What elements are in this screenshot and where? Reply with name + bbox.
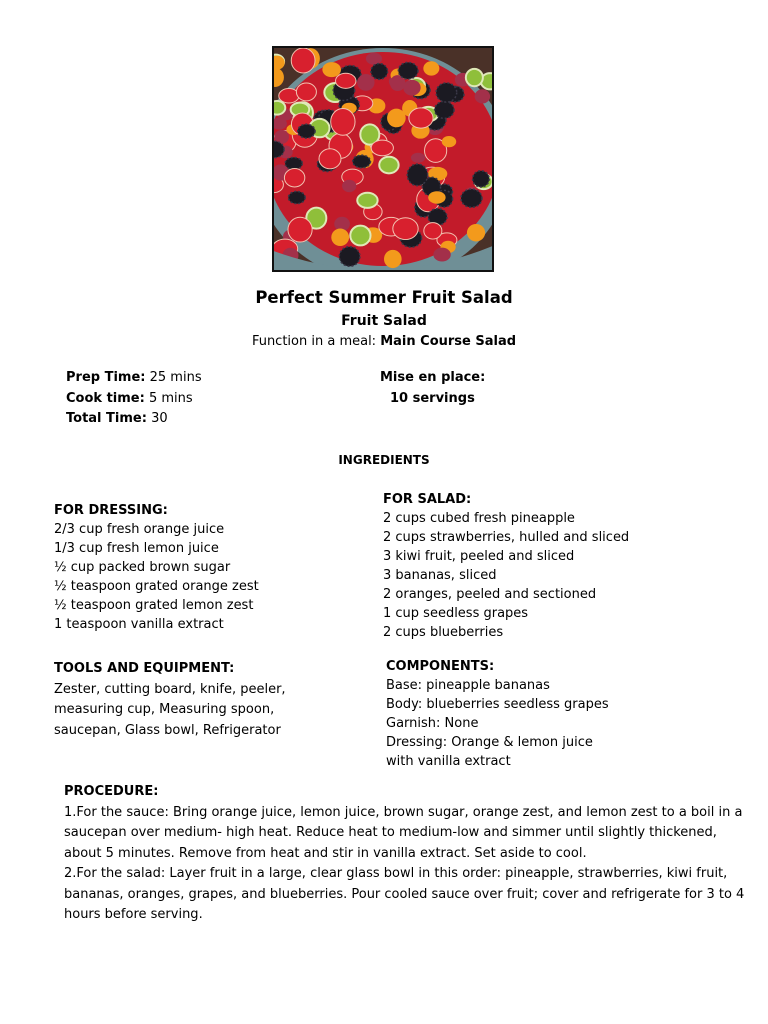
strawberry-shape [424, 223, 442, 239]
salad-item: 1 cup seedless grapes [383, 606, 529, 621]
procedure-line: hours before serving. [64, 907, 203, 922]
procedure-line: saucepan over medium- high heat. Reduce heat to medium-low and simmer until slightly thickened, [64, 825, 717, 840]
grape-shape [403, 80, 420, 96]
fruit-salad-photo [272, 46, 494, 272]
strawberry-shape [296, 83, 316, 101]
orange-shape [384, 250, 402, 268]
strawberry-shape [319, 149, 341, 169]
total-time-value: 30 [151, 411, 168, 426]
components-heading: COMPONENTS: [386, 659, 495, 674]
procedure-line: 1.For the sauce: Bring orange juice, lemon juice, brown sugar, orange zest, and lemon zest to a boil in a [64, 804, 743, 820]
salad-item: 2 cups blueberries [383, 625, 504, 640]
procedure-line: 2.For the salad: Layer fruit in a large, clear glass bowl in this order: pineapple, strawberries, kiwi fruit, [64, 866, 728, 881]
cook-time [66, 389, 202, 410]
blackberry-shape [473, 171, 490, 187]
blackberry-shape [288, 191, 305, 203]
orange-shape [428, 191, 445, 203]
time-info [66, 368, 202, 430]
components-line: Body: blueberries seedless grapes [386, 697, 609, 712]
dressing-heading: FOR DRESSING: [54, 503, 168, 518]
procedure-line: bananas, oranges, grapes, and blueberries. Pour cooled sauce over fruit; cover and refrigerate for 3 to 4 [64, 886, 745, 902]
tools-line: saucepan, Glass bowl, Refrigerator [54, 722, 281, 738]
blackberry-shape [407, 164, 427, 186]
blackberry-shape [461, 189, 482, 207]
recipe-title: Perfect Summer Fruit Salad [255, 288, 513, 307]
salad-heading: FOR SALAD: [383, 492, 472, 507]
total-time-label: Total Time: [66, 411, 147, 426]
components-section [386, 657, 609, 771]
cook-time-label: Cook time: [66, 390, 145, 406]
mise-en-place [380, 368, 485, 409]
total-time [66, 409, 202, 430]
orange-shape [467, 224, 485, 241]
dressing-item: 1 teaspoon vanilla extract [54, 617, 224, 632]
kiwi-shape [466, 69, 483, 86]
procedure-line: about 5 minutes. Remove from heat and stir in vanilla extract. Set aside to cool. [64, 845, 587, 861]
dressing-item: 1/3 cup fresh lemon juice [54, 541, 219, 556]
grape-shape [366, 53, 382, 65]
ingredients-heading: INGREDIENTS [338, 453, 430, 467]
salad-item: 2 cups strawberries, hulled and sliced [383, 530, 630, 545]
salad-section [383, 490, 629, 642]
orange-shape [331, 229, 349, 246]
dressing-item: ½ teaspoon grated lemon zest [54, 598, 254, 613]
salad-item: 2 cups cubed fresh pineapple [383, 511, 575, 526]
strawberry-shape [331, 108, 355, 135]
salad-item: 2 oranges, peeled and sectioned [383, 587, 597, 602]
salad-item: 3 kiwi fruit, peeled and sliced [383, 549, 575, 564]
strawberry-shape [284, 169, 304, 187]
strawberry-shape [371, 140, 393, 156]
orange-shape [322, 62, 341, 77]
kiwi-shape [274, 101, 285, 115]
orange-shape [423, 61, 439, 75]
grape-shape [433, 248, 450, 262]
procedure-heading: PROCEDURE: [64, 784, 159, 799]
kiwi-shape [350, 226, 370, 246]
orange-shape [442, 136, 456, 147]
components-line: with vanilla extract [386, 754, 511, 769]
components-line: Garnish: None [386, 716, 479, 731]
tools-heading: TOOLS AND EQUIPMENT: [54, 661, 235, 676]
grape-shape [342, 180, 356, 192]
components-line: Base: pineapple bananas [386, 678, 550, 693]
blackberry-shape [398, 62, 418, 79]
dressing-item: ½ teaspoon grated orange zest [54, 579, 259, 594]
mise-label: Mise en place: [380, 370, 486, 385]
strawberry-shape [393, 218, 418, 240]
meal-function [0, 334, 768, 349]
blackberry-shape [353, 155, 371, 168]
dressing-section [54, 501, 259, 634]
prep-time [66, 368, 202, 389]
cook-time-value: 5 mins [148, 390, 193, 406]
recipe-subtitle: Fruit Salad [341, 313, 427, 329]
strawberry-shape [336, 73, 356, 88]
orange-shape [387, 109, 406, 128]
strawberry-shape [291, 48, 315, 73]
blackberry-shape [285, 157, 302, 169]
components-line: Dressing: Orange & lemon juice [386, 735, 593, 750]
grape-shape [411, 153, 425, 163]
kiwi-shape [379, 157, 398, 174]
blackberry-shape [371, 63, 388, 79]
blackberry-shape [339, 247, 360, 267]
dressing-item: 2/3 cup fresh orange juice [54, 522, 225, 537]
strawberry-shape [409, 108, 433, 128]
meal-function-value: Main Course Salad [380, 334, 517, 349]
fruit-salad-illustration [274, 48, 492, 270]
prep-time-label: Prep Time: [66, 370, 146, 385]
prep-time-value: 25 mins [149, 370, 202, 385]
blackberry-shape [298, 124, 315, 138]
procedure-section [64, 782, 745, 926]
mise-servings: 10 servings [390, 390, 475, 406]
kiwi-shape [357, 193, 377, 208]
blackberry-shape [435, 101, 454, 118]
grape-shape [475, 89, 490, 103]
tools-line: measuring cup, Measuring spoon, [54, 702, 275, 717]
blackberry-shape [436, 83, 457, 102]
strawberry-shape [288, 217, 312, 242]
dressing-item: ½ cup packed brown sugar [54, 560, 231, 575]
tools-line: Zester, cutting board, knife, peeler, [54, 681, 286, 697]
strawberry-shape [279, 89, 299, 103]
tools-section [54, 659, 286, 741]
meal-function-label: Function in a meal: [251, 334, 377, 349]
salad-item: 3 bananas, sliced [383, 568, 497, 583]
